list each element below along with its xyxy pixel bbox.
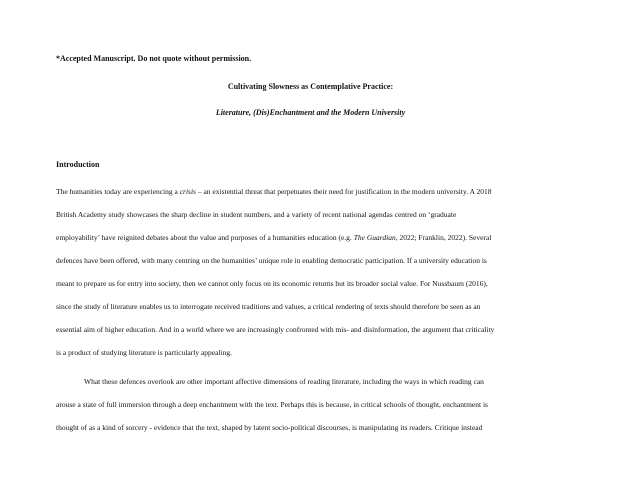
text-run: employability’ have reignited debates about the value and purposes of a humanities education (e.g. (56, 233, 354, 242)
paragraph-1-line-4: defences have been offered, with many centring on the humanities’ unique role in enabling democratic participation. If a university education is (56, 256, 487, 265)
text-run: , 2022; Franklin, 2022). Several (395, 233, 492, 242)
manuscript-notice: *Accepted Manuscript. Do not quote without permission. (56, 54, 252, 63)
paragraph-2-line-1: What these defences overlook are other important affective dimensions of reading literature, including the ways in which reading can (84, 377, 484, 386)
paragraph-1-line-7: essential aim of higher education. And in a world where we are increasingly confronted with mis- and disinformation, the argument that criticality (56, 325, 495, 334)
paragraph-1-line-8: is a product of studying literature is particularly appealing. (56, 348, 232, 357)
document-title: Cultivating Slowness as Contemplative Practice: (227, 82, 394, 91)
paragraph-2-line-2: arouse a state of full immersion through a deep enchantment with the text. Perhaps this is because, in critical schools of thought, enchantment is (56, 400, 488, 409)
paragraph-1-line-3 (56, 233, 491, 242)
paragraph-1-line-5: meant to prepare us for entry into society, then we cannot only focus on its economic returns but its broader social value. For Nussbaum (2016), (56, 279, 488, 288)
text-run: The humanities today are experiencing a (56, 187, 180, 196)
section-heading-introduction: Introduction (56, 160, 100, 169)
paragraph-1-line-2: British Academy study showcases the sharp decline in student numbers, and a variety of recent national agendas centred on ‘graduate (56, 210, 457, 219)
text-run: – an existential threat that perpetuates their need for justification in the modern university. A 2018 (195, 187, 492, 196)
emphasis-crisis: crisis (179, 187, 196, 196)
paragraph-1-line-1 (56, 187, 491, 196)
document-subtitle: Literature, (Dis)Enchantment and the Modern University (215, 108, 406, 117)
emphasis-guardian: The Guardian (353, 233, 396, 242)
paragraph-2-line-3: thought of as a kind of sorcery - evidence that the text, shaped by latent socio-political discourses, is manipulating its readers. Critique instead (56, 423, 483, 432)
paragraph-1-line-6: since the study of literature enables us to interrogate received traditions and values, a critical rendering of texts should therefore be seen as an (56, 302, 481, 311)
